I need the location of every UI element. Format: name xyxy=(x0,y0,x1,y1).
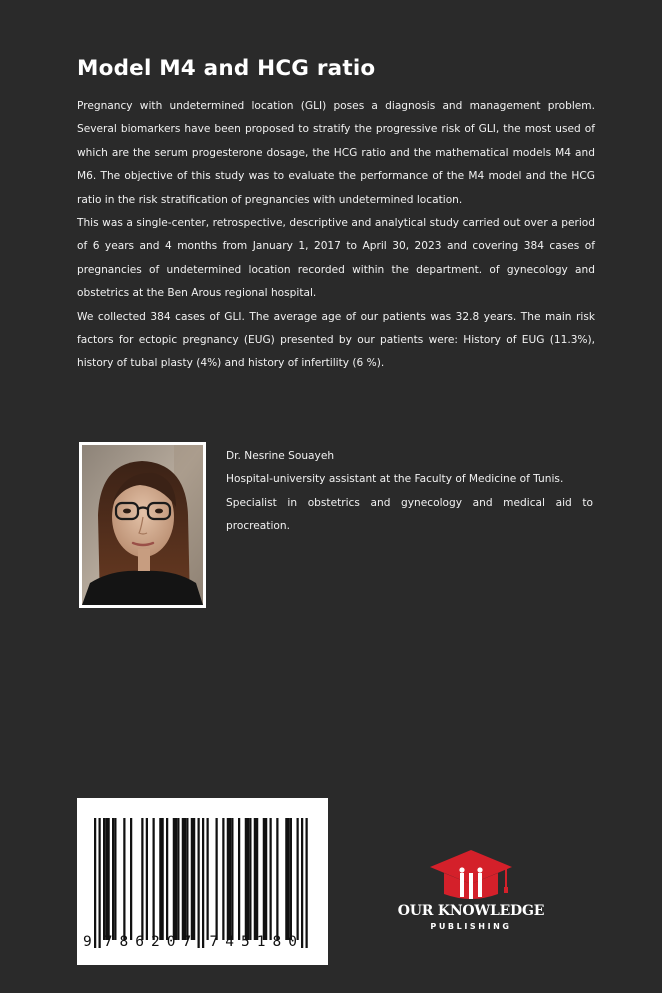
barcode-bar xyxy=(245,818,247,940)
isbn-digit: 9 xyxy=(83,934,92,950)
barcode-bar xyxy=(247,818,249,940)
barcode-bar xyxy=(112,818,114,940)
barcode-bar xyxy=(108,818,110,940)
barcode-bar xyxy=(159,818,161,940)
barcode-bar xyxy=(238,818,240,940)
isbn-digit: 8 xyxy=(272,934,282,950)
summary-paragraph-2: This was a single-center, retrospective, descriptive and analytical study carried out over a period of 6 years and 4 months from January 1, 2017 to April 30, 2023 and covering 384 cases of pregnancies of undetermined location recorded within the department. of gynecology and obstetrics at the Ben Arous regional hospital. xyxy=(77,217,595,300)
author-photo xyxy=(79,442,206,608)
barcode-bar xyxy=(191,818,193,940)
barcode-bar xyxy=(198,818,200,948)
author-affiliation: Hospital-university assistant at the Faculty of Medicine of Tunis. xyxy=(226,473,564,486)
isbn-digit: 5 xyxy=(241,934,250,950)
barcode-bar xyxy=(297,818,299,940)
barcode-bar xyxy=(173,818,175,940)
publisher-name: OUR KNOWLEDGE xyxy=(397,903,545,919)
barcode-bar xyxy=(270,818,272,940)
publisher-subtitle: PUBLISHING xyxy=(430,922,512,931)
isbn-digit: 6 xyxy=(135,934,144,950)
barcode-bar xyxy=(123,818,125,940)
barcode-bar xyxy=(285,818,287,940)
barcode-bar xyxy=(130,818,132,940)
barcode-bar xyxy=(229,818,231,940)
barcode-bar xyxy=(94,818,96,948)
barcode-bar xyxy=(186,818,188,940)
book-title: Model M4 and HCG ratio xyxy=(77,56,376,81)
isbn-digit: 0 xyxy=(288,934,297,950)
isbn-digit: 7 xyxy=(182,934,192,950)
isbn-digit: 8 xyxy=(119,934,129,950)
barcode-bar xyxy=(105,818,107,940)
summary-paragraph-1: Pregnancy with undetermined location (GLI) poses a diagnosis and management problem. Several biomarkers have been proposed to stratify the progressive risk of GLI, the most used of which are the serum progesterone dosage, the HCG ratio and the mathematical models M4 and M6. The objective of this study was to evaluate the performance of the M4 model and the HCG ratio in the risk stratification of pregnancies with undetermined location. xyxy=(77,100,595,206)
barcode-bar xyxy=(202,818,204,948)
barcode-bar xyxy=(306,818,308,948)
isbn-digit: 4 xyxy=(225,934,234,950)
isbn-digit: 7 xyxy=(103,934,113,950)
author-specialty: Specialist in obstetrics and gynecology and medical aid to procreation. xyxy=(226,496,593,533)
barcode-bar xyxy=(216,818,218,940)
graduation-cap-icon xyxy=(388,846,554,904)
barcode-bar xyxy=(256,818,258,940)
publisher-logo xyxy=(388,846,554,936)
barcode-bar xyxy=(162,818,164,940)
isbn-digit: 0 xyxy=(166,934,176,950)
summary-paragraph-3: We collected 384 cases of GLI. The average age of our patients was 32.8 years. The main risk factors for ectopic pregnancy (EUG) presented by our patients were: History of EUG (11.3%), history of tubal plasty (4%) and history of infertility (6 %). xyxy=(77,310,595,370)
barcode-bar xyxy=(249,818,251,940)
isbn-number xyxy=(77,934,328,956)
barcode-bar xyxy=(276,818,278,940)
author-portrait-image xyxy=(82,445,203,605)
barcode-bar xyxy=(254,818,256,940)
barcode-bar xyxy=(263,818,265,940)
barcode-bar xyxy=(184,818,186,940)
barcode-bar xyxy=(265,818,267,940)
barcode-bar xyxy=(114,818,116,940)
barcode-bar xyxy=(153,818,155,940)
book-summary xyxy=(77,95,595,376)
barcode-bar xyxy=(182,818,184,940)
barcode-bar xyxy=(146,818,148,940)
barcode-bar xyxy=(177,818,179,940)
isbn-digit: 2 xyxy=(151,934,160,950)
barcode-bar xyxy=(290,818,292,940)
barcode-bar xyxy=(166,818,168,940)
barcode-bar xyxy=(227,818,229,940)
barcode-bar xyxy=(222,818,224,940)
barcode-bar xyxy=(207,818,209,940)
barcode-bar xyxy=(231,818,233,940)
author-bio xyxy=(226,445,593,539)
barcode-bar xyxy=(141,818,143,940)
isbn-digit: 7 xyxy=(209,934,219,950)
isbn-digit: 1 xyxy=(256,934,266,950)
barcode-bar xyxy=(103,818,105,940)
barcode-bar xyxy=(99,818,101,948)
barcode-bar xyxy=(301,818,303,948)
barcode-bar xyxy=(288,818,290,940)
barcode-bar xyxy=(175,818,177,940)
barcode-bar xyxy=(193,818,195,940)
author-name: Dr. Nesrine Souayeh xyxy=(226,450,335,462)
isbn-barcode xyxy=(77,798,328,965)
